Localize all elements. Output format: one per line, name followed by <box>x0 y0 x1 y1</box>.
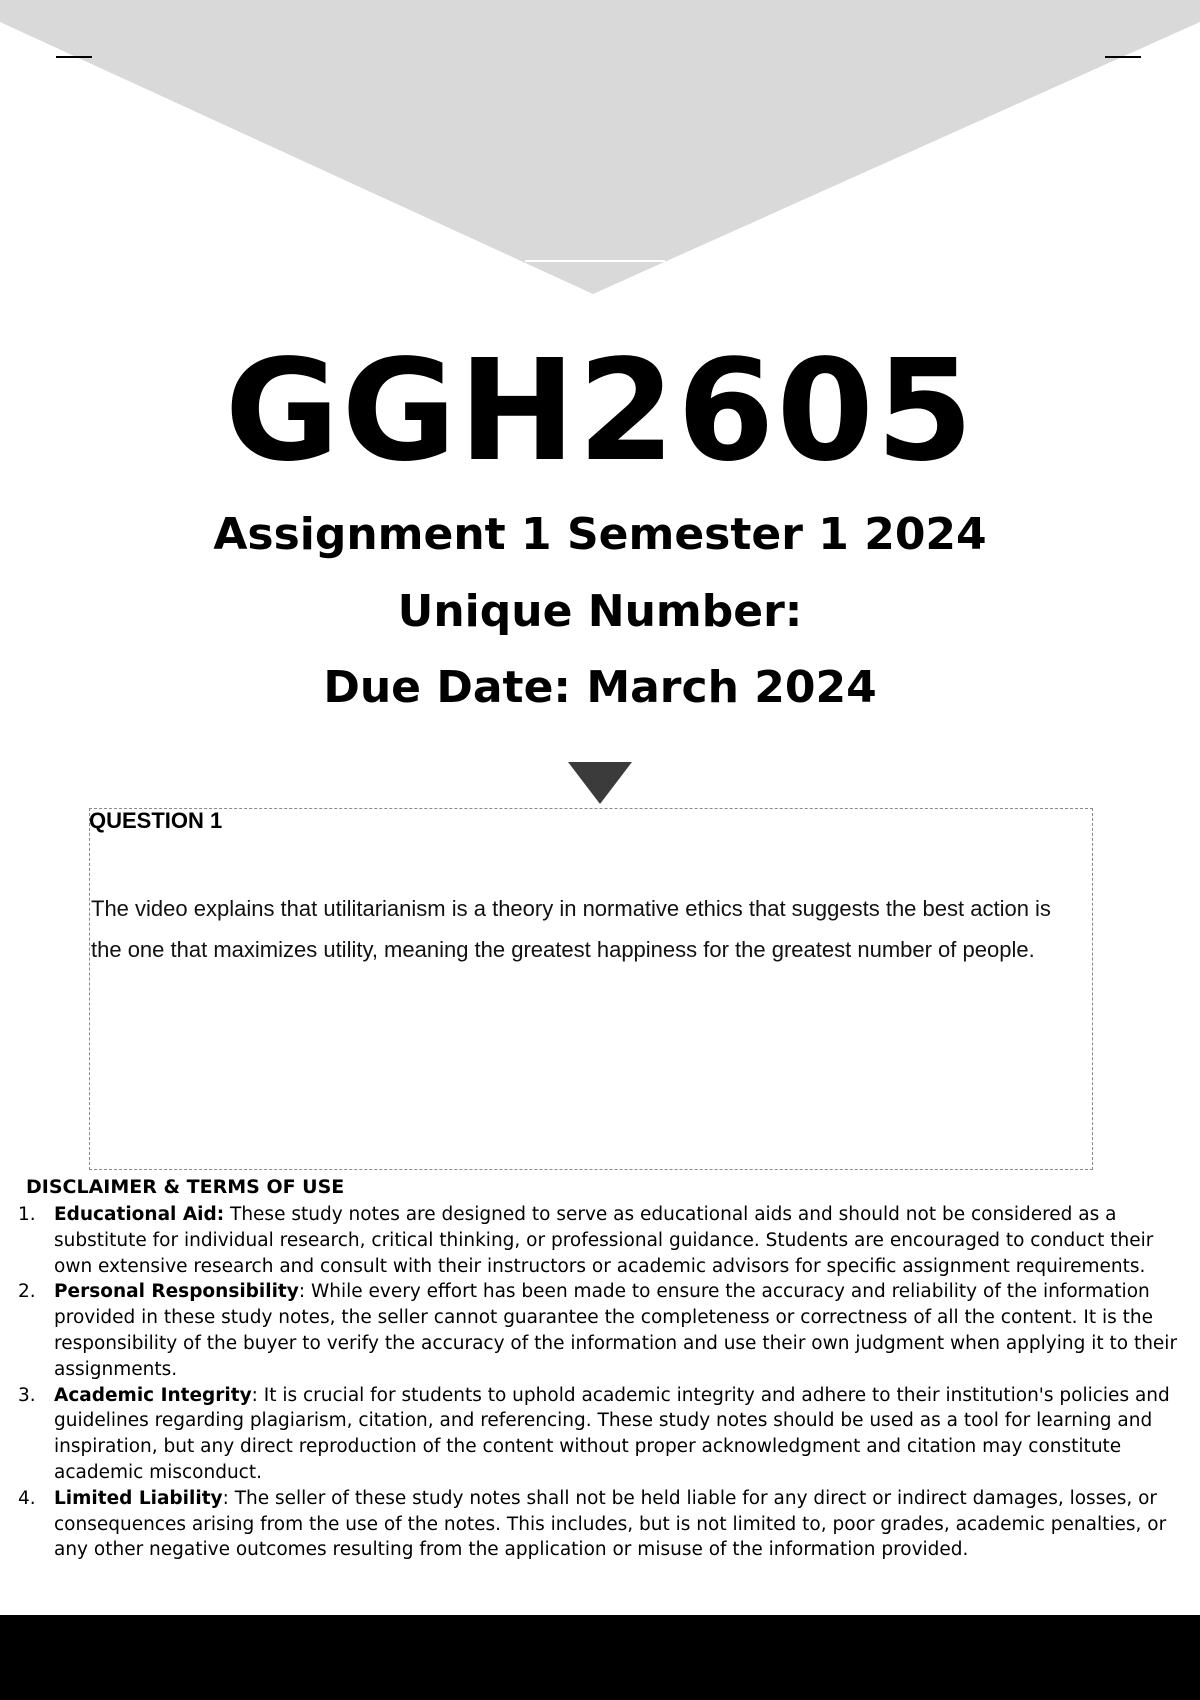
disclaimer-term: Educational Aid: <box>54 1204 225 1225</box>
down-arrow-icon <box>568 762 632 804</box>
question-heading: QUESTION 1 <box>89 808 223 833</box>
disclaimer-item-academic-integrity <box>0 1383 1195 1486</box>
assignment-subtitle: Assignment 1 Semester 1 2024 <box>213 509 987 560</box>
corner-rule-left <box>56 56 92 58</box>
disclaimer-term: Limited Liability <box>54 1487 223 1509</box>
disclaimer-text: : While every effort has been made to ensure the accuracy and reliability of the information provided in these study notes, the seller cannot guarantee the completeness or correctness of all the content. It is the responsibility of the buyer to verify the accuracy of the information and use their own judgment when applying it to their assignments. <box>54 1281 1178 1380</box>
due-date-label: Due Date: March 2024 <box>323 662 877 713</box>
list-number: 4. <box>18 1487 36 1509</box>
list-number: 3. <box>18 1384 36 1406</box>
disclaimer-item-limited-liability <box>0 1486 1195 1563</box>
disclaimer-text: These study notes are designed to serve as educational aids and should not be considered as a substitute for individual research, critical thinking, or professional guidance. Students are encouraged to conduct their own extensive research and consult with their instructors or academic advisors for specific assignment requirements. <box>54 1204 1154 1277</box>
unique-number-label: Unique Number: <box>397 586 803 637</box>
disclaimer-item-personal-responsibility <box>0 1279 1195 1382</box>
disclaimer-heading: DISCLAIMER & TERMS OF USE <box>26 1176 345 1198</box>
chevron-shape <box>0 0 1200 294</box>
course-code-title: GGH2605 <box>224 330 976 493</box>
disclaimer-text: : It is crucial for students to uphold academic integrity and adhere to their institution's policies and guidelines regarding plagiarism, citation, and referencing. These study notes should be used as a tool for learning and inspiration, but any direct reproduction of the content without proper acknowledgment and citation may constitute academic misconduct. <box>54 1384 1170 1483</box>
disclaimer-term: Personal Responsibility <box>54 1281 299 1303</box>
disclaimer-item-educational-aid <box>0 1202 1195 1279</box>
corner-rule-right <box>1105 56 1141 58</box>
question-frame <box>89 808 1093 1170</box>
question-answer-text: The video explains that utilitarianism is a theory in normative ethics that suggests the best action is the one that maximizes utility, meaning the greatest happiness for the greatest number of people. <box>91 896 1051 962</box>
disclaimer-list <box>0 1202 1195 1563</box>
list-number: 1. <box>18 1204 36 1225</box>
footer-bar <box>0 1615 1200 1700</box>
disclaimer-text: : The seller of these study notes shall not be held liable for any direct or indirect damages, losses, or consequences arising from the use of the notes. This includes, but is not limited to, poor grades, academic penalties, or any other negative outcomes resulting from the application or misuse of the information provided. <box>54 1487 1167 1561</box>
disclaimer-term: Academic Integrity <box>54 1384 252 1406</box>
header-chevron-decoration <box>0 0 1200 300</box>
list-number: 2. <box>18 1281 36 1303</box>
